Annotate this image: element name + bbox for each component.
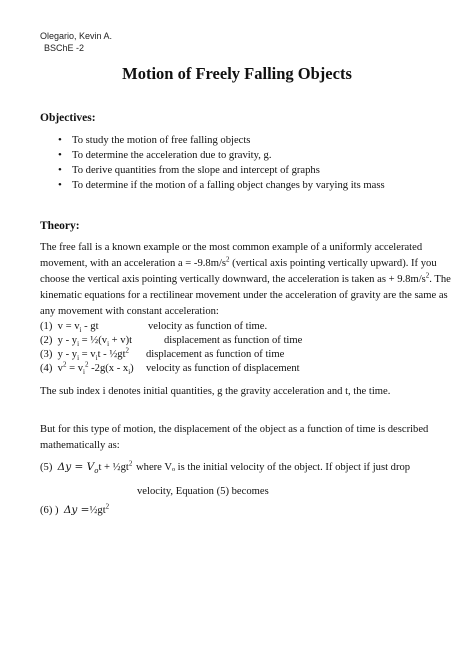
- equation-3: (3) $y - y_i = v_it$ - $\frac{1}{2}gt^2$ displacement as function of time: [40, 346, 285, 363]
- equation-1: (1) $v = v_i$ - gt velocity as function of time.: [40, 321, 268, 335]
- equation-5-description: where Vₒ is the initial velocity of the object. If object if just drop: [136, 462, 411, 473]
- bullet-icon: •: [58, 134, 62, 146]
- paragraph-line: any movement with constant acceleration:: [40, 306, 219, 317]
- author-name: Olegario, Kevin A.: [40, 31, 113, 41]
- bullet-icon: •: [58, 164, 62, 176]
- page-title: Motion of Freely Falling Objects: [122, 64, 352, 83]
- theory-paragraph-3: [40, 422, 438, 454]
- list-item: • To determine if the motion of a falling object changes by varying its mass: [58, 179, 385, 191]
- equation-4: (4) $v^2 = v_i^2$ $-2g(x - x_i)$ velocity as function of displacement: [40, 360, 300, 377]
- equation-4-description: velocity as function of displacement: [146, 363, 300, 374]
- paragraph-line: kinematic equations for a rectilinear movement under the acceleration of gravity are the same as: [40, 290, 448, 301]
- bullet-icon: •: [58, 149, 62, 161]
- theory-paragraph-1: [40, 240, 451, 320]
- equation-2-description: displacement as function of time: [164, 335, 303, 346]
- list-item: • To study the motion of free falling objects: [58, 134, 251, 146]
- bullet-icon: •: [58, 179, 62, 191]
- paragraph-line: The free fall is a known example or the most common example of a uniformly accelerated: [40, 242, 423, 253]
- paragraph-line: choose the vertical axis pointing vertically downward, the acceleration is taken as + $9.8m/s^2$. The: [40, 271, 451, 285]
- equation-5-continuation: velocity, Equation (5) becomes: [137, 486, 269, 497]
- equation-2: (2) y - $y_i$ = $\frac{1}{2}(v_i + v)t$ displacement as function of time: [40, 335, 303, 349]
- equation-1-description: velocity as function of time.: [148, 321, 268, 332]
- author-section: BSChE -2: [44, 43, 85, 53]
- theory-paragraph-2: The sub index i denotes initial quantities, g the gravity acceleration and t, the time.: [40, 386, 391, 397]
- paragraph-line: movement, with an acceleration $a = -9.8m/s^2$ (vertical axis pointing vertically upward). If you: [40, 255, 437, 269]
- theory-heading: Theory:: [40, 220, 80, 232]
- list-item: • To determine the acceleration due to gravity, g.: [58, 149, 272, 161]
- equation-6: (6) ) $\Delta y =\frac{1}{2}gt^2$: [40, 502, 110, 516]
- paragraph-line: But for this type of motion, the displacement of the object as a function of time is described: [40, 424, 429, 435]
- paragraph-line: mathematically as:: [40, 440, 120, 451]
- list-item: • To derive quantities from the slope and intercept of graphs: [58, 164, 320, 176]
- equation-3-description: displacement as function of time: [146, 349, 285, 360]
- equation-5: (5) $\Delta y = V_ot$ + $\frac{1}{2}gt^2$ where Vₒ is the initial velocity of the object. If object if just drop: [40, 459, 411, 476]
- objectives-heading: Objectives:: [40, 112, 96, 124]
- author-header: [40, 30, 240, 54]
- objectives-list: [58, 133, 385, 193]
